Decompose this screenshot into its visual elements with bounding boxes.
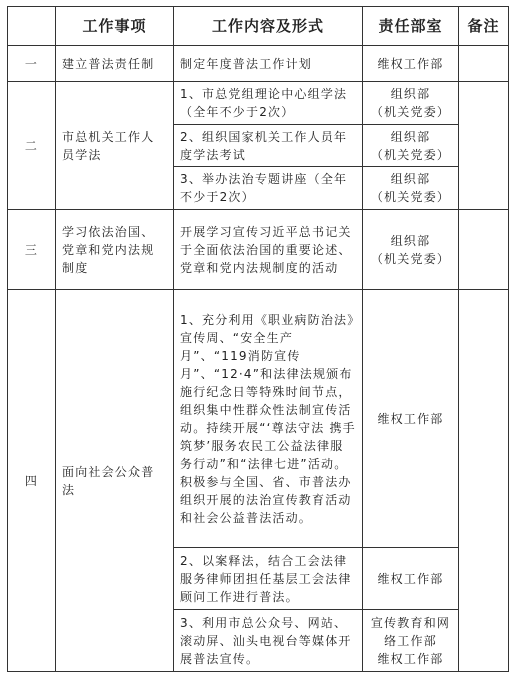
row-dept	[363, 290, 459, 548]
row-dept	[363, 610, 459, 672]
dept-line: 维权工作部	[377, 571, 444, 586]
table-row	[8, 46, 509, 82]
row-number: 一	[8, 46, 56, 82]
row-dept	[363, 167, 459, 210]
row-content: 2、组织国家机关工作人员年度学法考试	[174, 125, 363, 167]
work-plan-table	[7, 6, 509, 672]
dept-line: 宣传教育和网络工作部	[370, 615, 451, 648]
row-remark	[459, 210, 509, 290]
row-dept	[363, 210, 459, 290]
row-item: 面向社会公众普法	[56, 290, 174, 672]
row-number: 三	[8, 210, 56, 290]
row-content: 制定年度普法工作计划	[174, 46, 363, 82]
row-item: 建立普法责任制	[56, 46, 174, 82]
dept-line: （机关党委）	[370, 105, 451, 119]
dept-line: 组织部	[390, 172, 431, 186]
row-content: 1、市总党组理论中心组学法（全年不少于2次）	[174, 82, 363, 125]
row-remark	[459, 290, 509, 672]
dept-line: （机关党委）	[370, 190, 451, 204]
header-remark: 备注	[459, 7, 509, 46]
dept-line: 维权工作部	[377, 411, 444, 426]
header-item: 工作事项	[56, 7, 174, 46]
dept-line: 组织部	[390, 233, 431, 248]
row-number: 四	[8, 290, 56, 672]
row-item: 学习依法治国、党章和党内法规制度	[56, 210, 174, 290]
row-content: 开展学习宣传习近平总书记关于全面依法治国的重要论述、党章和党内法规制度的活动	[174, 210, 363, 290]
dept-line: （机关党委）	[370, 147, 451, 162]
dept-line: 组织部	[390, 87, 431, 101]
header-content: 工作内容及形式	[174, 7, 363, 46]
row-remark	[459, 46, 509, 82]
header-num	[8, 7, 56, 46]
row-dept	[363, 548, 459, 610]
dept-line: 维权工作部	[377, 651, 444, 666]
header-row	[8, 7, 509, 46]
row-item: 市总机关工作人员学法	[56, 82, 174, 210]
row-dept	[363, 46, 459, 82]
row-content: 2、以案释法，结合工会法律服务律师团担任基层工会法律顾问工作进行普法。	[174, 548, 363, 610]
row-content: 3、举办法治专题讲座（全年不少于2次）	[174, 167, 363, 210]
dept-line: （机关党委）	[370, 251, 451, 266]
table-row	[8, 210, 509, 290]
header-dept: 责任部室	[363, 7, 459, 46]
row-content: 1、充分利用《职业病防治法》宣传周、“安全生产月”、“119消防宣传月”、“12·4”和法律法规颁布施行纪念日等特殊时间节点，组织集中性群众性法制宣传活动。持续开展“‘尊法守法 携手筑梦’服务农民工公益法律服务行动”和“法律七进”活动。积极参与全国、省、市普法办组织开展的法治宣传教育活动和社会公益普法活动。	[174, 290, 363, 548]
table-row	[8, 82, 509, 125]
row-content: 3、利用市总公众号、网站、滚动屏、汕头电视台等媒体开展普法宣传。	[174, 610, 363, 672]
row-dept	[363, 82, 459, 125]
row-dept	[363, 125, 459, 167]
table-row	[8, 290, 509, 548]
row-remark	[459, 82, 509, 210]
dept-line: 维权工作部	[377, 56, 444, 71]
row-number: 二	[8, 82, 56, 210]
dept-line: 组织部	[390, 129, 431, 144]
